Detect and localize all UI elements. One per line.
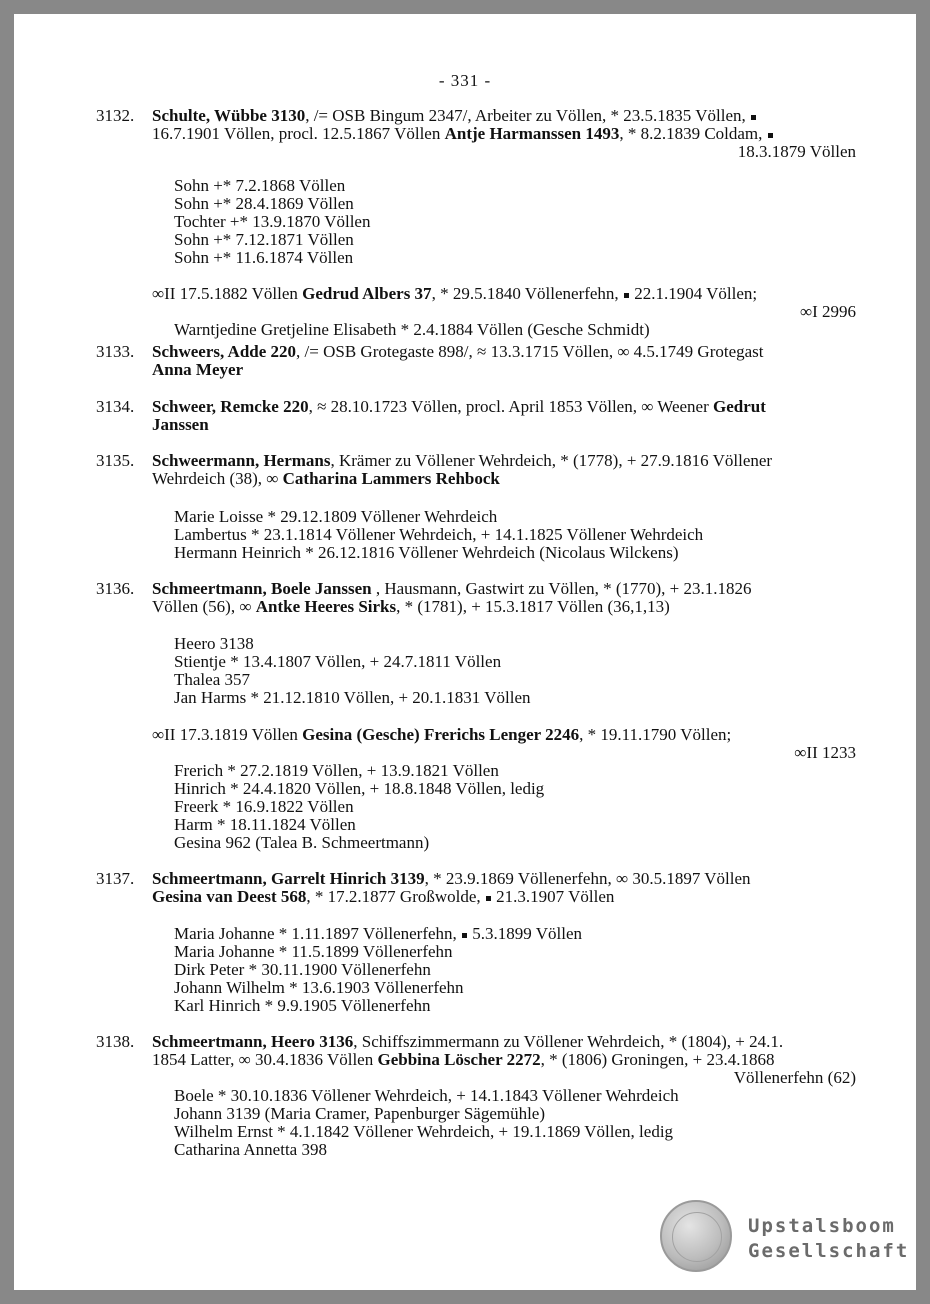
entry-text: Völlenerfehn (62) [733, 1068, 856, 1087]
list-item: Sohn +* 7.2.1868 Völlen [174, 176, 346, 195]
spouse-name: Gesina van Deest 568 [152, 887, 307, 906]
seal-inner-ring [672, 1212, 722, 1262]
entry-text: 5.3.1899 Völlen [468, 924, 583, 943]
spouse-name: Gebbina Löscher 2272 [377, 1050, 541, 1069]
list-item: Johann Wilhelm * 13.6.1903 Völlenerfehn [174, 978, 464, 997]
entry-text: , /= OSB Grotegaste 898/, ≈ 13.3.1715 Völlen, ∞ 4.5.1749 Grotegast [296, 342, 764, 361]
document-page [14, 14, 916, 1290]
person-name: Schweer, Remcke 220 [152, 397, 309, 416]
person-name: Schweers, Adde 220 [152, 342, 297, 361]
person-name: Schmeertmann, Heero 3136 [152, 1032, 354, 1051]
entry-text: ∞I 2996 [799, 302, 856, 321]
org-name-line1: Upstalsboom [748, 1215, 896, 1237]
entry-text: ∞II 17.3.1819 Völlen [152, 725, 303, 744]
entry-text: ∞II 1233 [794, 743, 856, 762]
entry-number: 3134. [96, 397, 135, 416]
entry-text: Wehrdeich (38), ∞ [152, 469, 283, 488]
entry-text: 16.7.1901 Völlen, procl. 12.5.1867 Völlen [152, 124, 445, 143]
list-item: Hinrich * 24.4.1820 Völlen, + 18.8.1848 Völlen, ledig [174, 779, 545, 798]
children-list [174, 1087, 679, 1159]
entry-text: , ≈ 28.10.1723 Völlen, procl. April 1853 Völlen, ∞ Weener [308, 397, 714, 416]
second-marriage [152, 726, 856, 762]
entry-header [152, 870, 856, 906]
spouse-name: Gedrut [713, 397, 766, 416]
children-list [174, 762, 544, 852]
entry-text: Völlen (56), ∞ [152, 597, 256, 616]
person-name: Schmeertmann, Garrelt Hinrich 3139 [152, 869, 425, 888]
entry-text: , * 23.9.1869 Völlenerfehn, ∞ 30.5.1897 Völlen [424, 869, 751, 888]
death-marker-icon [768, 133, 773, 138]
entry-header [152, 1033, 856, 1087]
entry-header [152, 580, 856, 616]
list-item: Thalea 357 [174, 670, 250, 689]
entry-text: 22.1.1904 Völlen; [629, 284, 758, 303]
entry-text: ∞II 17.5.1882 Völlen [152, 284, 303, 303]
list-item: Wilhelm Ernst * 4.1.1842 Völlener Wehrdeich, + 19.1.1869 Völlen, ledig [174, 1122, 674, 1141]
entry-number: 3132. [96, 106, 135, 125]
entry-text: , * 29.5.1840 Völlenerfehn, [431, 284, 619, 303]
entry-header [152, 107, 856, 161]
entry-text: , Krämer zu Völlener Wehrdeich, * (1778), + 27.9.1816 Völlener [330, 451, 773, 470]
entry-text: Maria Johanne * 1.11.1897 Völlenerfehn, [174, 924, 457, 943]
spouse-name: Catharina Lammers Rehbock [282, 469, 500, 488]
list-item: Gesina 962 (Talea B. Schmeertmann) [174, 833, 430, 852]
list-item: Karl Hinrich * 9.9.1905 Völlenerfehn [174, 996, 431, 1015]
spouse-name: Gedrud Albers 37 [302, 284, 432, 303]
entry-header [152, 343, 856, 379]
entry-number: 3138. [96, 1032, 135, 1051]
list-item: Harm * 18.11.1824 Völlen [174, 815, 356, 834]
list-item: Sohn +* 11.6.1874 Völlen [174, 248, 354, 267]
children-list [174, 321, 650, 339]
entry-text: , /= OSB Bingum 2347/, Arbeiter zu Völlen, * 23.5.1835 Völlen, [305, 106, 746, 125]
entry-number: 3136. [96, 579, 135, 598]
death-marker-icon [486, 896, 491, 901]
entry-number: 3135. [96, 451, 135, 470]
list-item: Warntjedine Gretjeline Elisabeth * 2.4.1884 Völlen (Gesche Schmidt) [174, 320, 650, 339]
person-name: Schulte, Wübbe 3130 [152, 106, 306, 125]
list-item: Hermann Heinrich * 26.12.1816 Völlener Wehrdeich (Nicolaus Wilckens) [174, 543, 679, 562]
children-list [174, 925, 582, 1015]
list-item [174, 925, 582, 943]
children-list [174, 635, 531, 707]
list-item: Tochter +* 13.9.1870 Völlen [174, 212, 371, 231]
death-marker-icon [624, 293, 629, 298]
spouse-name: Antje Harmanssen 1493 [444, 124, 620, 143]
entry-text: , * (1806) Groningen, + 23.4.1868 [540, 1050, 775, 1069]
entry-text: 21.3.1907 Völlen [491, 887, 615, 906]
death-marker-icon [751, 115, 756, 120]
list-item: Stientje * 13.4.1807 Völlen, + 24.7.1811 Völlen [174, 652, 502, 671]
entry-text: 1854 Latter, ∞ 30.4.1836 Völlen [152, 1050, 378, 1069]
list-item: Sohn +* 7.12.1871 Völlen [174, 230, 354, 249]
entry-number: 3133. [96, 342, 135, 361]
entry-text: , Schiffszimmermann zu Völlener Wehrdeich, * (1804), + 24.1. [353, 1032, 784, 1051]
entry-header [152, 398, 856, 434]
entry-text: , * 19.11.1790 Völlen; [579, 725, 732, 744]
list-item: Freerk * 16.9.1822 Völlen [174, 797, 354, 816]
entry-text: , * 8.2.1839 Coldam, [619, 124, 763, 143]
entry-header [152, 452, 856, 488]
list-item: Lambertus * 23.1.1814 Völlener Wehrdeich, + 14.1.1825 Völlener Wehrdeich [174, 525, 704, 544]
list-item: Sohn +* 28.4.1869 Völlen [174, 194, 354, 213]
list-item: Heero 3138 [174, 634, 254, 653]
entry-text: 18.3.1879 Völlen [737, 142, 856, 161]
death-marker-icon [462, 933, 467, 938]
list-item: Dirk Peter * 30.11.1900 Völlenerfehn [174, 960, 431, 979]
list-item: Marie Loisse * 29.12.1809 Völlener Wehrdeich [174, 507, 498, 526]
entry-text: , * 17.2.1877 Großwolde, [306, 887, 481, 906]
page-number: - 331 - [438, 71, 492, 90]
society-seal-icon [660, 1200, 732, 1272]
list-item: Maria Johanne * 11.5.1899 Völlenerfehn [174, 942, 453, 961]
list-item: Boele * 30.10.1836 Völlener Wehrdeich, + 14.1.1843 Völlener Wehrdeich [174, 1086, 679, 1105]
list-item: Frerich * 27.2.1819 Völlen, + 13.9.1821 Völlen [174, 761, 499, 780]
spouse-name: Antke Heeres Sirks [255, 597, 397, 616]
spouse-name: Anna Meyer [152, 360, 244, 379]
list-item: Johann 3139 (Maria Cramer, Papenburger Sägemühle) [174, 1104, 546, 1123]
list-item: Catharina Annetta 398 [174, 1140, 327, 1159]
children-list [174, 177, 370, 267]
entry-number: 3137. [96, 869, 135, 888]
person-name: Schweermann, Hermans [152, 451, 331, 470]
entry-text: , Hausmann, Gastwirt zu Völlen, * (1770), + 23.1.1826 [371, 579, 752, 598]
spouse-name: Janssen [152, 415, 209, 434]
entry-text: , * (1781), + 15.3.1817 Völlen (36,1,13) [396, 597, 670, 616]
children-list [174, 508, 703, 562]
second-marriage [152, 285, 856, 321]
person-name: Schmeertmann, Boele Janssen [152, 579, 372, 598]
spouse-name: Gesina (Gesche) Frerichs Lenger 2246 [302, 725, 580, 744]
org-name-line2: Gesellschaft [748, 1240, 910, 1262]
list-item: Jan Harms * 21.12.1810 Völlen, + 20.1.1831 Völlen [174, 688, 531, 707]
